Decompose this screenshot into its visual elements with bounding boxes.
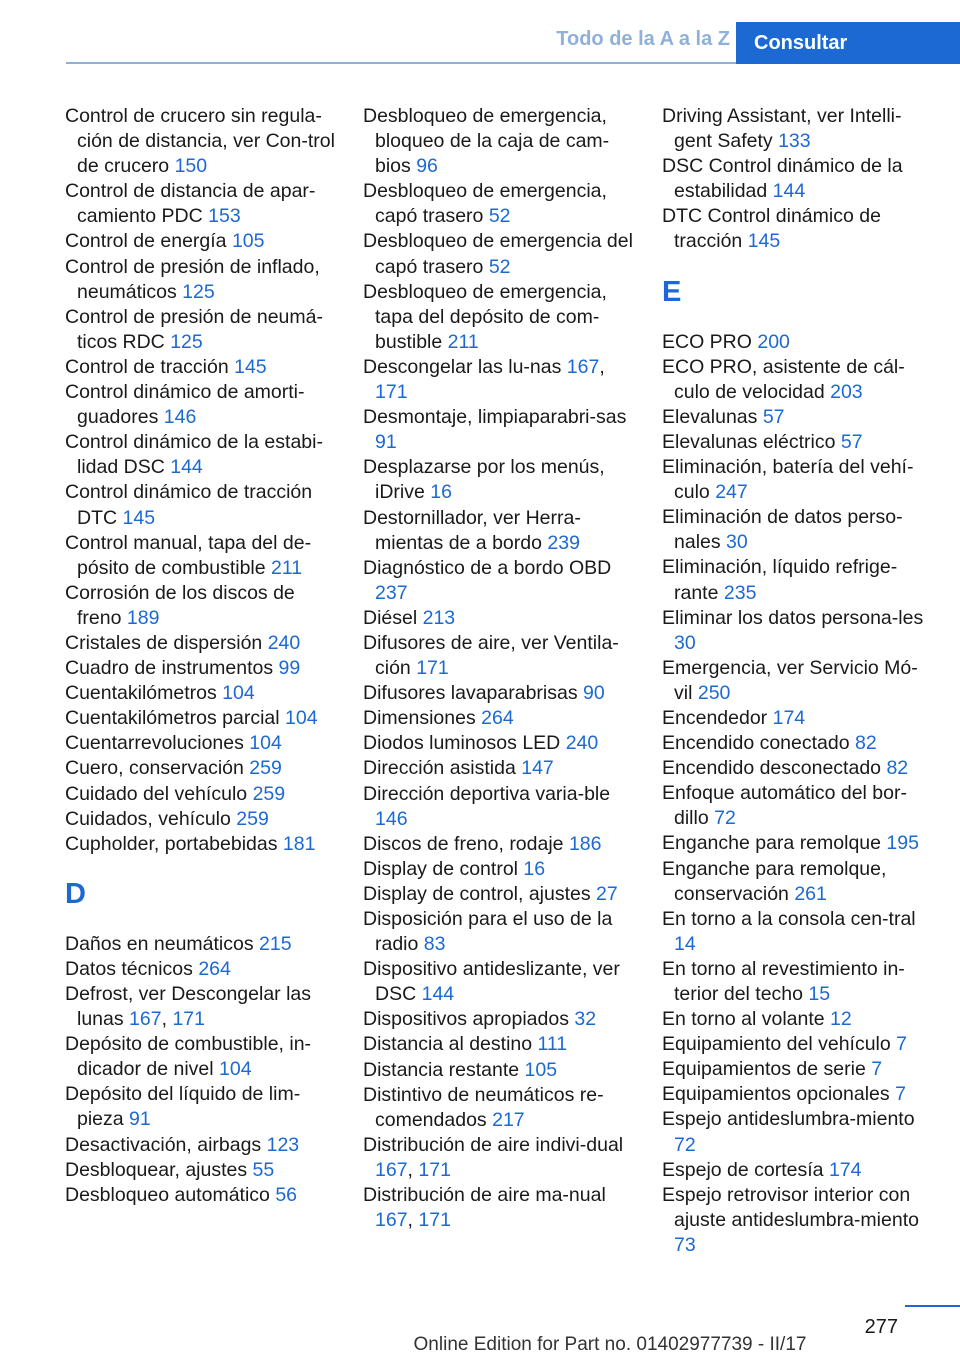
page-link[interactable]: 145: [747, 230, 781, 253]
index-entry-text: Desbloqueo de emergencia, bloqueo de la caja de cam-bios: [363, 105, 610, 178]
page-link[interactable]: 52: [488, 205, 511, 228]
index-entry: [65, 681, 335, 706]
index-entry: [65, 807, 335, 832]
page-link[interactable]: 27: [596, 882, 618, 905]
index-entry-text: Desplazarse por los menús, iDrive: [363, 456, 605, 504]
index-column-2: [363, 104, 633, 1233]
index-entry-text: Desbloqueo automático: [65, 1183, 270, 1206]
index-entry: [363, 506, 633, 556]
page-link[interactable]: 146: [375, 807, 408, 830]
page-link[interactable]: 133: [778, 130, 811, 153]
page-link[interactable]: 146: [163, 406, 197, 429]
index-entry-text: Discos de freno, rodaje: [363, 832, 564, 855]
page-link[interactable]: 167: [375, 1158, 408, 1181]
page-link[interactable]: 82: [886, 757, 909, 780]
page-link[interactable]: 171: [172, 1008, 205, 1031]
index-entry-text: Espejo antideslumbra-miento: [662, 1108, 915, 1131]
index-entry: [662, 656, 932, 706]
index-entry: [65, 480, 335, 530]
index-entry: [662, 706, 932, 731]
index-entry-text: Enganche para remolque, conservación: [662, 857, 887, 905]
page-link[interactable]: 237: [375, 581, 408, 604]
index-entry: [662, 455, 932, 505]
page-link[interactable]: 73: [674, 1233, 696, 1256]
index-entry: [363, 857, 633, 882]
page-link[interactable]: 14: [674, 932, 696, 955]
index-entry: [363, 1083, 633, 1133]
index-entry: [662, 430, 932, 455]
index-entry-text: Descongelar las lu-nas: [363, 355, 562, 378]
index-entry-text: Control dinámico de la estabi-lidad DSC: [65, 431, 323, 479]
page-link[interactable]: 72: [714, 807, 736, 830]
page-link[interactable]: 144: [170, 456, 203, 479]
index-entry: [662, 957, 932, 1007]
page-link[interactable]: 30: [674, 631, 696, 654]
index-entry: [363, 681, 633, 706]
page-link[interactable]: 235: [723, 581, 757, 604]
index-entry-text: Encendedor: [662, 706, 768, 729]
index-entry-text: Cuentakilómetros parcial: [65, 707, 280, 730]
page-link[interactable]: 215: [259, 932, 292, 955]
index-entry-text: Eliminación de datos perso-nales: [662, 506, 903, 554]
page-link[interactable]: 83: [423, 933, 446, 956]
index-entry: [65, 1082, 335, 1132]
page-link[interactable]: 144: [421, 983, 455, 1006]
index-entry: [65, 380, 335, 430]
index-entry-text: Distintivo de neumáticos re-comendados: [363, 1083, 604, 1131]
index-entry: [65, 982, 335, 1032]
index-entry: [363, 1183, 633, 1233]
page-link[interactable]: 189: [126, 606, 160, 629]
index-entry-text: Espejo retrovisor interior con ajuste antideslumbra-miento: [662, 1183, 919, 1231]
page-link[interactable]: 147: [521, 757, 554, 780]
index-entry-text: Distancia restante: [363, 1058, 520, 1081]
page-separator: ,: [407, 1158, 413, 1181]
edition-info: Online Edition for Part no. 01402977739 - II/17: [413, 1334, 807, 1355]
index-entry: [363, 782, 633, 832]
index-entry: [65, 782, 335, 807]
index-entry: [65, 229, 335, 254]
index-entry: [65, 932, 335, 957]
page-link[interactable]: 7: [895, 1083, 906, 1106]
page-link[interactable]: 211: [271, 556, 303, 579]
index-entry: [662, 731, 932, 756]
index-entry: [662, 104, 932, 154]
page-link[interactable]: 91: [129, 1108, 151, 1131]
index-entry-text: Daños en neumáticos: [65, 932, 254, 955]
index-entry-text: Cuentarrevoluciones: [65, 732, 244, 755]
index-entry-text: Display de control: [363, 857, 518, 880]
index-entry: [65, 631, 335, 656]
page-link[interactable]: 167: [375, 1209, 408, 1232]
index-entry: [65, 255, 335, 305]
page-link[interactable]: 123: [266, 1133, 300, 1156]
page-link[interactable]: 259: [236, 807, 269, 830]
index-entry: [662, 505, 932, 555]
index-entry-text: Eliminar los datos persona-les: [662, 606, 924, 629]
index-entry: [662, 1183, 932, 1258]
page-link[interactable]: 150: [174, 155, 208, 178]
index-entry-text: Desbloqueo de emergencia del capó trasero: [363, 230, 633, 278]
index-entry: [363, 731, 633, 756]
page-separator: ,: [161, 1008, 168, 1031]
index-entry-text: Dispositivos apropiados: [363, 1008, 569, 1031]
index-entry-text: En torno al volante: [662, 1008, 825, 1031]
index-entry: [662, 355, 932, 405]
index-entry: [363, 957, 633, 1007]
index-entry-text: Display de control, ajustes: [363, 882, 591, 905]
index-entry-text: Depósito del líquido de lim-pieza: [65, 1083, 301, 1131]
index-entry-text: DTC Control dinámico de tracción: [662, 205, 881, 253]
chapter-tab[interactable]: Consultar: [736, 22, 960, 64]
footer-rule: [905, 1305, 960, 1307]
index-entry-text: Cuidado del vehículo: [65, 782, 248, 805]
page-link[interactable]: 181: [282, 832, 316, 855]
index-entry-text: Desbloquear, ajustes: [65, 1158, 248, 1181]
page-link[interactable]: 167: [129, 1008, 162, 1031]
index-entry-text: Destornillador, ver Herra-mientas de a bordo: [363, 506, 581, 554]
index-entry-text: Dispositivo antideslizante, ver DSC: [363, 958, 620, 1006]
index-entry: [363, 832, 633, 857]
page-link[interactable]: 104: [219, 1058, 252, 1081]
index-entry-text: ECO PRO: [662, 330, 752, 353]
index-entry: [662, 330, 932, 355]
index-entry-text: Cuidados, vehículo: [65, 807, 231, 830]
index-entry: [65, 531, 335, 581]
page-link[interactable]: 72: [674, 1133, 696, 1156]
index-entry: [363, 1007, 633, 1032]
index-entry: [65, 581, 335, 631]
index-entry: [662, 756, 932, 781]
page-link[interactable]: 174: [828, 1158, 862, 1181]
index-entry-text: Elevalunas eléctrico: [662, 430, 836, 453]
page-link[interactable]: 52: [488, 255, 511, 278]
page-link[interactable]: 15: [808, 983, 831, 1005]
page-separator: ,: [407, 1209, 413, 1232]
index-entry: [363, 756, 633, 781]
page-link[interactable]: 32: [574, 1008, 597, 1031]
index-entry-text: Control de presión de neumá-ticos RDC: [65, 305, 323, 353]
page-link[interactable]: 12: [830, 1008, 852, 1031]
page-link[interactable]: 125: [170, 330, 203, 353]
index-letter-heading: E: [662, 275, 682, 308]
page-link[interactable]: 240: [565, 732, 599, 755]
index-entry: [363, 355, 633, 405]
header-rule: [66, 62, 736, 64]
index-entry: [65, 731, 335, 756]
index-entry-text: Desactivación, airbags: [65, 1133, 262, 1156]
index-entry-text: Difusores lavaparabrisas: [363, 682, 578, 705]
index-entry: [363, 455, 633, 505]
index-entry-text: Corrosión de los discos de freno: [65, 581, 295, 629]
index-entry: [662, 831, 932, 856]
index-entry-text: Eliminación, batería del vehí-culo: [662, 456, 914, 504]
index-entry: [65, 430, 335, 480]
page-link[interactable]: 240: [267, 631, 301, 654]
index-entry: [65, 104, 335, 179]
page-link[interactable]: 30: [726, 531, 748, 554]
index-entry: [65, 1183, 335, 1208]
index-entry: [65, 957, 335, 982]
index-entry-text: Encendido conectado: [662, 732, 850, 755]
page-link[interactable]: 145: [234, 355, 267, 378]
index-entry: [363, 104, 633, 179]
page-link[interactable]: 259: [249, 757, 282, 780]
index-entry-text: Equipamientos de serie: [662, 1058, 866, 1081]
page-link[interactable]: 247: [715, 481, 748, 504]
index-entry: [363, 1058, 633, 1083]
index-entry: [65, 656, 335, 681]
index-entry-text: Control de distancia de apar-camiento PDC: [65, 180, 316, 228]
index-entry-text: Espejo de cortesía: [662, 1158, 824, 1181]
page-link[interactable]: 259: [252, 782, 286, 805]
page-link[interactable]: 213: [422, 606, 456, 629]
index-entry-text: Dimensiones: [363, 707, 476, 730]
index-entry-text: Datos técnicos: [65, 957, 193, 980]
page-link[interactable]: 261: [794, 882, 827, 905]
index-entry: [662, 1007, 932, 1032]
index-entry: [65, 1032, 335, 1082]
page-link[interactable]: 264: [198, 957, 231, 980]
index-entry-text: Eliminación, líquido refrige-rante: [662, 556, 898, 604]
index-entry-text: Cuentakilómetros: [65, 682, 217, 705]
index-entry: [65, 756, 335, 781]
page-link[interactable]: 57: [762, 405, 785, 428]
index-entry: [662, 1057, 932, 1082]
index-entry: [363, 882, 633, 907]
index-entry-text: Distribución de aire indivi-dual: [363, 1133, 624, 1156]
page-link[interactable]: 16: [430, 481, 452, 504]
page-link[interactable]: 82: [855, 732, 877, 755]
index-entry: [65, 305, 335, 355]
page-link[interactable]: 105: [524, 1058, 558, 1081]
page-link[interactable]: 203: [830, 380, 863, 403]
page-link[interactable]: 217: [492, 1108, 525, 1131]
index-column-3: [662, 104, 932, 1258]
page-link[interactable]: 171: [416, 657, 449, 680]
page-link[interactable]: 56: [275, 1183, 298, 1206]
index-entry: [363, 405, 633, 455]
page-link[interactable]: 99: [278, 657, 301, 680]
index-entry: [65, 355, 335, 380]
page-link[interactable]: 105: [231, 230, 265, 253]
page-number: 277: [864, 1316, 898, 1338]
page-link[interactable]: 7: [896, 1033, 908, 1056]
index-entry: [363, 631, 633, 681]
page-link[interactable]: 145: [122, 506, 156, 529]
index-entry: [65, 832, 335, 857]
index-entry-text: Driving Assistant, ver Intelli-gent Safety: [662, 105, 902, 153]
page-link[interactable]: 111: [537, 1033, 568, 1056]
page-link[interactable]: 91: [375, 431, 397, 454]
index-column-1: [65, 104, 335, 1208]
page-link[interactable]: 250: [697, 681, 731, 704]
index-entry-text: Distancia al destino: [363, 1033, 533, 1056]
index-entry-text: Depósito de combustible, in-dicador de nivel: [65, 1033, 312, 1081]
page-separator: ,: [599, 355, 605, 378]
page-link[interactable]: 104: [249, 732, 282, 755]
index-entry-text: Disposición para el uso de la radio: [363, 908, 613, 956]
index-entry-text: Diésel: [363, 606, 418, 629]
index-entry: [662, 204, 932, 254]
index-entry-text: Control de tracción: [65, 355, 229, 378]
page-link[interactable]: 167: [566, 355, 600, 378]
index-entry-text: Dirección asistida: [363, 757, 516, 780]
index-entry-text: Equipamiento del vehículo: [662, 1033, 891, 1056]
page-link[interactable]: 174: [772, 706, 806, 729]
index-entry-text: Control de crucero sin regula-ción de distancia, ver Con-trol de crucero: [65, 105, 335, 178]
index-entry-text: Dirección deportiva varia-ble: [363, 782, 611, 805]
index-entry: [363, 179, 633, 229]
index-entry: [65, 1133, 335, 1158]
index-entry: [662, 781, 932, 831]
index-entry-text: Enganche para remolque: [662, 832, 881, 855]
index-entry: [363, 907, 633, 957]
index-entry-text: Cupholder, portabebidas: [65, 832, 278, 855]
index-entry-text: Control manual, tapa del de-pósito de combustible: [65, 531, 312, 579]
page-link[interactable]: 57: [840, 430, 863, 453]
index-entry: [65, 1158, 335, 1183]
page-link[interactable]: 55: [252, 1158, 275, 1181]
index-entry: [363, 556, 633, 606]
page-link[interactable]: 195: [886, 832, 919, 855]
index-entry: [662, 555, 932, 605]
page-link[interactable]: 171: [375, 381, 408, 404]
index-entry-text: Enfoque automático del bor-dillo: [662, 782, 907, 830]
index-entry-text: Diagnóstico de a bordo OBD: [363, 556, 612, 579]
page-link[interactable]: 125: [182, 280, 215, 303]
index-entry: [363, 229, 633, 279]
index-entry: [662, 1032, 932, 1057]
page-link[interactable]: 144: [772, 180, 806, 203]
index-entry-text: Defrost, ver Descongelar las lunas: [65, 983, 312, 1031]
page-link[interactable]: 171: [418, 1209, 451, 1232]
index-entry: [363, 1032, 633, 1057]
index-entry-text: Elevalunas: [662, 405, 758, 428]
index-entry-text: Desbloqueo de emergencia, capó trasero: [363, 180, 607, 228]
index-entry-text: Cuadro de instrumentos: [65, 657, 274, 680]
page-link[interactable]: 186: [568, 832, 602, 855]
index-entry-text: Emergencia, ver Servicio Mó-vil: [662, 656, 918, 704]
index-entry-text: Distribución de aire ma-nual: [363, 1184, 606, 1207]
index-entry: [363, 280, 633, 355]
page-link[interactable]: 104: [285, 707, 318, 730]
index-entry-text: Control de energía: [65, 230, 227, 253]
index-entry-text: Desbloqueo de emergencia, tapa del depósito de com-bustible: [363, 280, 607, 353]
index-entry-text: Encendido desconectado: [662, 757, 882, 780]
page-link[interactable]: 104: [222, 682, 255, 705]
index-entry-text: ECO PRO, asistente de cál-culo de velocidad: [662, 355, 905, 403]
index-entry: [363, 606, 633, 631]
index-entry-text: Cristales de dispersión: [65, 631, 263, 654]
index-entry: [662, 1107, 932, 1157]
page-link[interactable]: 90: [583, 682, 605, 705]
index-entry: [662, 405, 932, 430]
page-link[interactable]: 200: [757, 330, 790, 353]
page-link[interactable]: 153: [208, 205, 241, 228]
index-entry: [363, 706, 633, 731]
index-letter-heading: D: [65, 877, 86, 910]
index-entry: [662, 154, 932, 204]
index-entry-text: Control dinámico de tracción DTC: [65, 481, 313, 529]
index-entry: [662, 907, 932, 957]
index-entry-text: Cuero, conservación: [65, 757, 244, 780]
page-link[interactable]: 7: [871, 1058, 883, 1081]
index-entry-text: En torno al revestimiento in-terior del techo: [662, 957, 905, 1005]
page-link[interactable]: 211: [447, 330, 479, 353]
index-entry: [662, 1158, 932, 1183]
index-entry-text: En torno a la consola cen-tral: [662, 907, 916, 930]
index-entry: [363, 1133, 633, 1183]
page-link[interactable]: 16: [523, 857, 546, 880]
index-entry: [65, 706, 335, 731]
page-link[interactable]: 239: [547, 531, 580, 554]
index-entry-text: Difusores de aire, ver Ventila-ción: [363, 631, 619, 680]
index-entry-text: Equipamientos opcionales: [662, 1083, 890, 1106]
index-entry: [662, 606, 932, 656]
index-entry: [65, 179, 335, 229]
page-link[interactable]: 171: [418, 1158, 451, 1181]
index-entry-text: Diodos luminosos LED: [363, 732, 561, 755]
page-link[interactable]: 96: [416, 155, 438, 178]
index-entry: [662, 857, 932, 907]
index-entry-text: Control dinámico de amorti-guadores: [65, 381, 305, 429]
index-entry-text: Control de presión de inflado, neumáticos: [65, 255, 320, 303]
page-link[interactable]: 264: [481, 707, 514, 730]
index-entry-text: DSC Control dinámico de la estabilidad: [662, 155, 903, 203]
index-entry: [662, 1082, 932, 1107]
section-title[interactable]: Todo de la A a la Z: [556, 28, 730, 50]
index-entry-text: Desmontaje, limpiaparabri-sas: [363, 406, 627, 429]
